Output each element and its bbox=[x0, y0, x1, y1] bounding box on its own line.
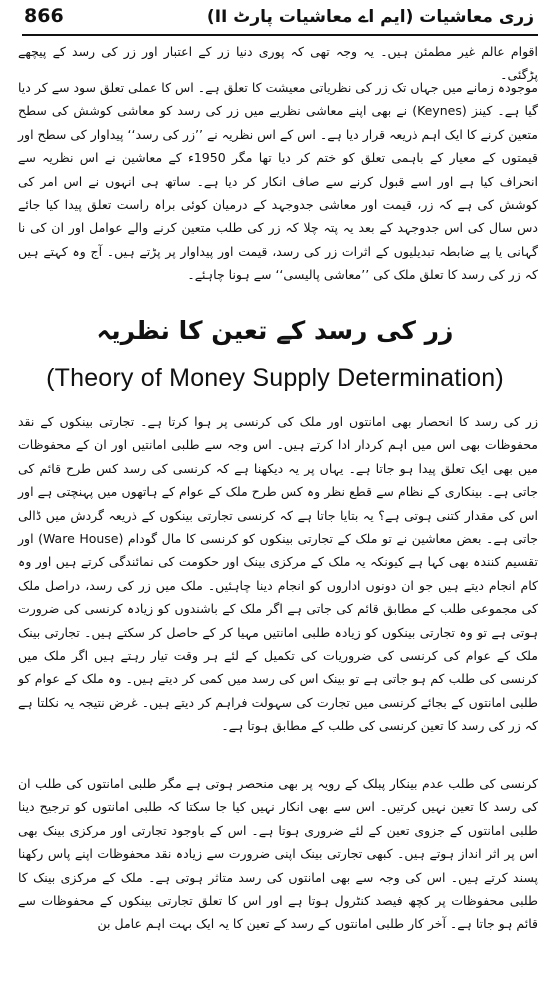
paragraph-3: زر کی رسد کا انحصار بھی امانتوں اور ملک کی کرنسی پر ہوا کرتا ہے۔ تجارتی بینکوں کے نقد محفوظات بھی اس میں اہم کردار ادا کرتے ہیں۔ اس وجہ سے طلبی امانتیں اور ان کے محفوظات میں بھی ایک تعلق پیدا ہو جاتا ہے۔ یہاں پر یہ دیکھنا ہے کہ کرنسی کی رسد کس طرح قائم کی جاتی ہے۔ بینکاری کے نظام سے قطع نظر وہ کس طرح ملک کے عوام کے ہاتھوں میں پہنچتی ہے اور اس کی مقدار کتنی ہوتی ہے؟ یہ بتایا جاتا ہے کہ کرنسی تجارتی بینکوں کے ذریعہ گردش میں ڈالی جاتی ہے۔ بعض معاشین نے تو ملک کے تجارتی بینکوں کو کرنسی کا مال گودام (Ware House) اور تقسیم کنندہ بھی کہا ہے کیونکہ یہ ملک کے مرکزی بینک اور حکومت کی نمائندگی کرتے ہیں اور وہ کام انجام دیتے ہیں جو ان دونوں اداروں کو انجام دینا چاہئیں۔ ملک میں زر کی رسد، دراصل ملک کی مجموعی طلب کے مطابق قائم کی جاتی ہے اگر ملک کے باشندوں کو زیادہ کرنسی کی ضرورت ہوتی ہے تو وہ تجارتی بینکوں کو زیادہ طلبی امانتیں مہیا کر کے حاصل کر سکتے ہیں۔ تجارتی بینک ملک کے عوام کی کرنسی کی ضروریات کی تکمیل کے لئے ہر وقت تیار رہتے ہیں اگر ملک میں کرنسی کی طلب کم ہو جاتی ہے تو بینک اس کی رسد میں کمی کر دیتے ہیں۔ وہ ملک کے عوام کو طلبی امانتوں کے بجائے کرنسی میں تجارت کی سہولت فراہم کر دیتے ہیں۔ غرض نتیجہ یہ نکلتا ہے کہ زر کی رسد کا تعین کرنسی کی طلب کے مطابق ہوتا ہے۔ bbox=[18, 414, 538, 734]
running-title: زری معاشیات (ایم اے معاشیات پارٹ II) bbox=[206, 7, 534, 27]
section-heading-urdu: زر کی رسد کے تعین کا نظریہ bbox=[96, 316, 454, 345]
page-number: 866 bbox=[24, 5, 64, 27]
paragraph-2: موجودہ زمانے میں جہاں تک زر کی نظریاتی معیشت کا تعلق ہے۔ اس کا عملی تعلق سود سے کر دیا گیا ہے۔ کینز (Keynes) نے بھی اپنے معاشی نظریے میں زر کی رسد کو معاشی کوشش کی سطح متعین کرنے کا ایک اہم ذریعہ قرار دیا ہے۔ اس کے اس نظریہ نے ’’زر کی رسد‘‘ پیداوار کی سطح اور قیمتوں کے معیار کے باہمی تعلق کو ختم کر دیا تھا مگر 1950ء کے معاشین نے اس نظریہ سے انحراف کیا ہے اور اسے قبول کرنے سے صاف انکار کر دیا ہے۔ ساتھ ہی انہوں نے اس امر کی کوشش کی ہے کہ زر، قیمت اور معاشی جدوجہد کے درمیان کوئی براہ راست تعلق پیدا کیا جائے دس سال کی اس جدوجہد کے بعد یہ پتہ چلا کہ زر کی طلب متعین کرنے والے عوامل اور ان کی نا گہانی یا پے ضابطہ تبدیلیوں کے اثرات زر کی رسد، قیمت اور پیداوار پر پڑتے ہیں۔ آج وہ کہتے ہیں کہ زر کی رسد کا تعلق ملک کی ’’معاشی پالیسی‘‘ سے ہونا چاہئے۔ bbox=[18, 80, 538, 283]
section-heading-english: (Theory of Money Supply Determination) bbox=[46, 364, 504, 392]
paragraph-4: کرنسی کی طلب عدم بینکار پبلک کے رویہ پر بھی منحصر ہوتی ہے مگر طلبی امانتوں کی طلب ان کی رسد کا تعین نہیں کرتیں۔ اس سے بھی انکار نہیں کیا جا سکتا کہ طلبی امانتوں کو ترجیح دینا طلبی امانتوں کے جزوی تعین کے لئے ضروری ہوتا ہے۔ اس کے باوجود تجارتی اور مرکزی بینک بھی اس پر اثر انداز ہوتے ہیں۔ کبھی تجارتی بینک اپنی ضرورت سے زیادہ نقد محفوظات اپنے پاس رکھنا پسند کرتے ہیں۔ اس کی وجہ سے بھی امانتوں کی رسد متاثر ہوتی ہے۔ ملک کے مرکزی بینک کا طلبی محفوظات پر کچھ فیصد کنٹرول ہوتا ہے اور اس کا تعلق تجارتی بینکوں کے محفوظات سے قائم ہو جاتا ہے۔ آخر کار طلبی امانتوں کے رسد کے تعین کا یہ ایک بہت اہم عامل بن bbox=[18, 776, 538, 932]
page-header bbox=[22, 4, 538, 36]
paragraph-1: اقوام عالم غیر مطمئن ہیں۔ یہ وجہ تھی کہ پوری دنیا زر کے اعتبار اور زر کی رسد کے پیچھے پڑگئی۔ bbox=[18, 44, 538, 83]
